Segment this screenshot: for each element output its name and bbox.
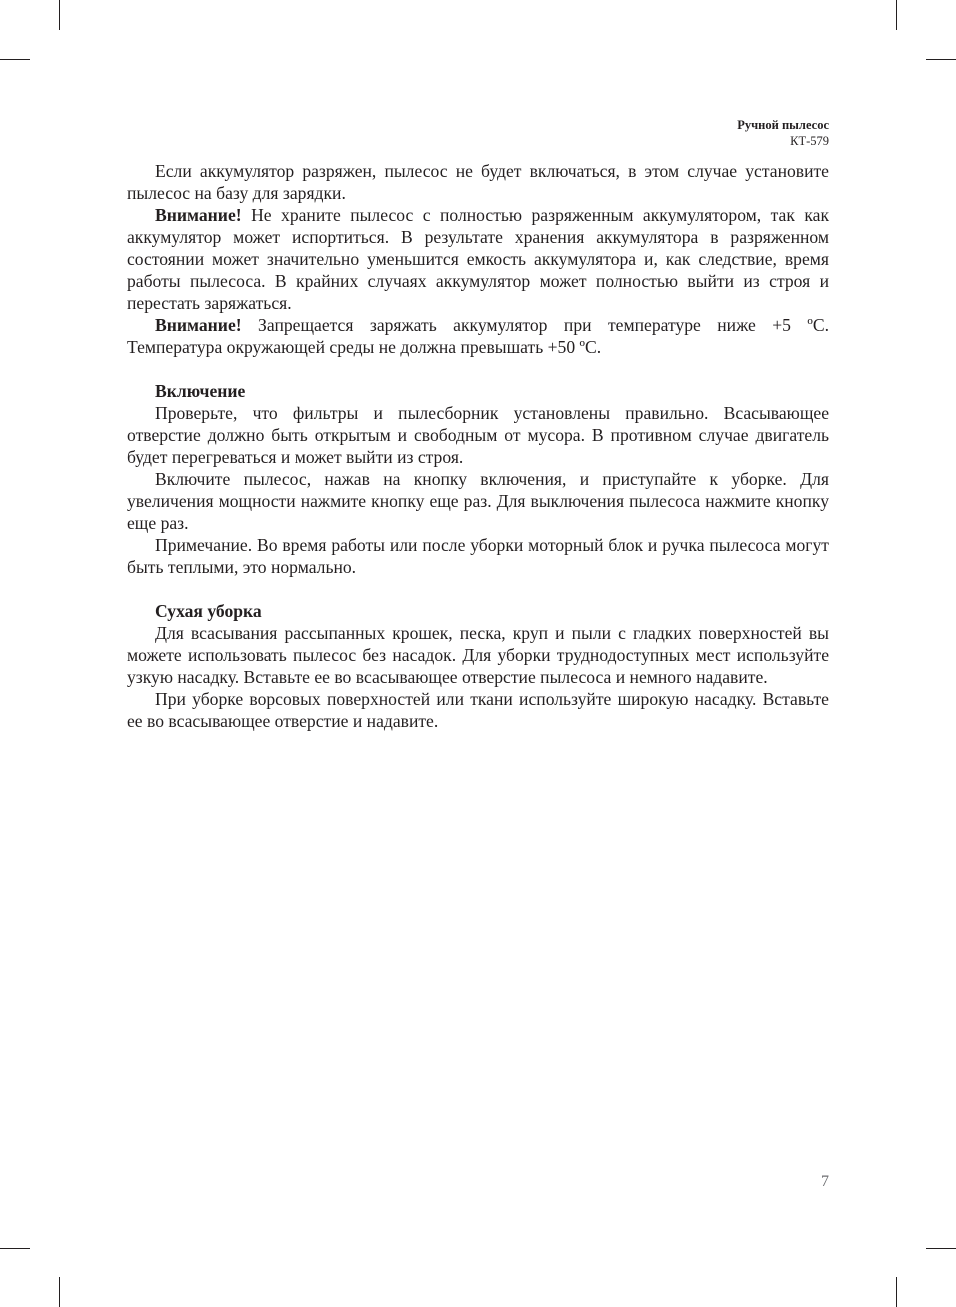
warning-temperature-paragraph [127, 314, 829, 358]
crop-mark-bottom-right-horizontal [926, 1248, 956, 1249]
warning-storage-text: Не храните пылесос с полностью разряженным аккумулятором, так как аккумулятор может испортиться. В результате хранения аккумулятора в разряженном состоянии может значительно уменьшится емкость аккумулятора и, как следствие, время работы пылесоса. В крайних случаях аккумулятор может полностью выйти из строя и перестать заряжаться. [127, 205, 829, 313]
power-on-note-paragraph: Примечание. Во время работы или после уборки моторный блок и ручка пылесоса могут быть теплыми, это нормально. [127, 535, 829, 577]
power-on-paragraph-1: Проверьте, что фильтры и пылесборник установлены правильно. Всасывающее отверстие должно быть открытым и свободным от мусора. В противном случае двигатель будет перегреваться и может выйти из строя. [127, 403, 829, 467]
crop-mark-top-left-horizontal [0, 59, 30, 60]
page-content [127, 160, 829, 732]
power-on-heading: Включение [155, 381, 246, 401]
crop-mark-top-right-horizontal [926, 59, 956, 60]
crop-mark-top-left-vertical [59, 0, 60, 30]
power-on-paragraph-2: Включите пылесос, нажав на кнопку включения, и приступайте к уборке. Для увеличения мощности нажмите кнопку еще раз. Для выключения пылесоса нажмите кнопку еще раз. [127, 469, 829, 533]
warning-label: Внимание! [155, 315, 242, 335]
dry-cleaning-heading: Сухая уборка [155, 601, 262, 621]
warning-label: Внимание! [155, 205, 242, 225]
warning-storage-paragraph [127, 204, 829, 314]
header-model-number: КТ-579 [790, 134, 829, 148]
running-header [737, 117, 829, 149]
crop-mark-bottom-right-vertical [896, 1277, 897, 1307]
battery-discharged-paragraph: Если аккумулятор разряжен, пылесос не будет включаться, в этом случае установите пылесос на базу для зарядки. [127, 161, 829, 203]
crop-mark-bottom-left-horizontal [0, 1248, 30, 1249]
page-number: 7 [821, 1173, 829, 1190]
warning-temperature-text: Запрещается заряжать аккумулятор при температуре ниже +5 ºC. Температура окружающей среды не должна превышать +50 ºC. [127, 315, 829, 357]
header-product-title: Ручной пылесос [737, 118, 829, 132]
crop-mark-top-right-vertical [896, 0, 897, 30]
crop-mark-bottom-left-vertical [59, 1277, 60, 1307]
dry-cleaning-paragraph-1: Для всасывания рассыпанных крошек, песка, круп и пыли с гладких поверхностей вы можете использовать пылесос без насадок. Для уборки труднодоступных мест используйте узкую насадку. Вставьте ее во всасывающее отверстие пылесоса и немного надавите. [127, 623, 829, 687]
dry-cleaning-paragraph-2: При уборке ворсовых поверхностей или ткани используйте широкую насадку. Вставьте ее во всасывающее отверстие и надавите. [127, 689, 829, 731]
